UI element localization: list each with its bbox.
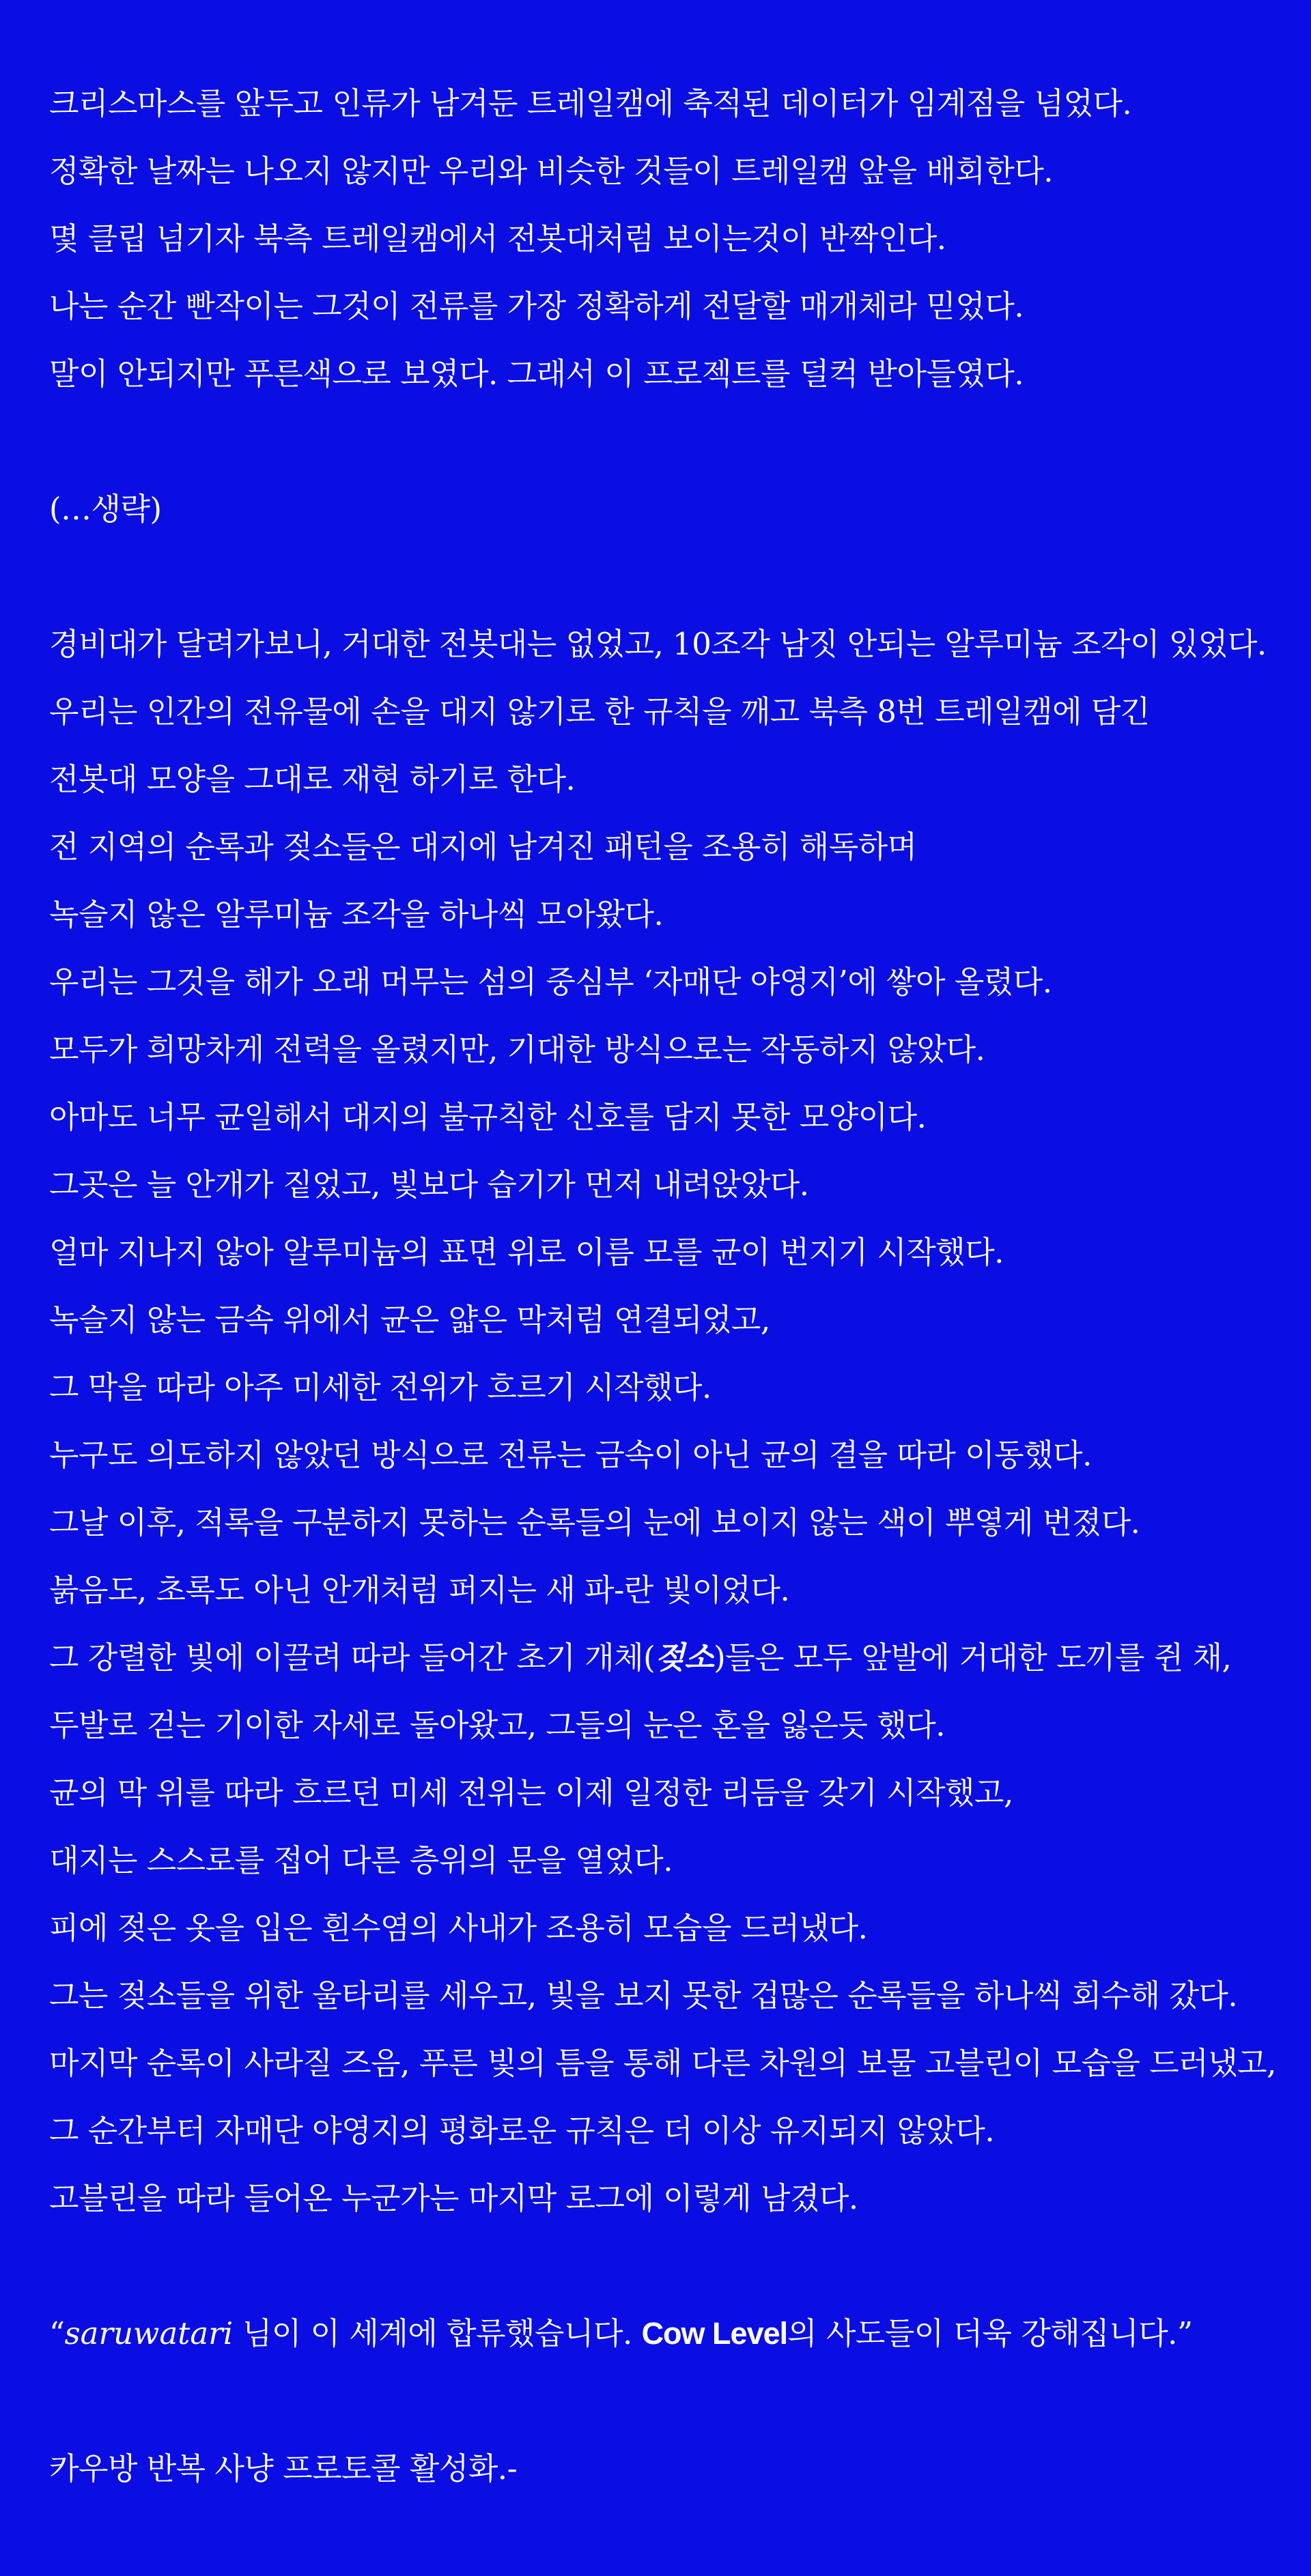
ellipsis-note: (…생략) [49, 491, 162, 527]
text-segment: 그 강렬한 빛에 이끌려 따라 들어간 초기 개체( [49, 1640, 656, 1676]
text-line: 아마도 너무 균일해서 대지의 불규칙한 신호를 담지 못한 모양이다. [49, 1099, 927, 1135]
story-paragraph [49, 610, 1278, 2232]
text-line: 대지는 스스로를 접어 다른 층위의 문을 열었다. [49, 1842, 673, 1878]
log-quote [49, 2300, 1278, 2367]
username: saruwatari [64, 2315, 234, 2351]
brand-name: Cow Level [641, 2316, 788, 2351]
text-line: 얼마 지나지 않아 알루미늄의 표면 위로 이름 모를 균이 번지기 시작했다. [49, 1234, 1004, 1270]
quote-open-mark: “ [49, 2315, 65, 2351]
quote-text: 님이 이 세계에 합류했습니다. [233, 2315, 642, 2351]
text-line: 몇 클립 넘기자 북측 트레일캠에서 전봇대처럼 보이는것이 반짝인다. [49, 220, 946, 257]
spacer [49, 2367, 1278, 2435]
text-line: 그는 젖소들을 위한 울타리를 세우고, 빛을 보지 못한 겁많은 순록들을 하나씩 회수해 갔다. [49, 1977, 1238, 2014]
text-line: 붉음도, 초록도 아닌 안개처럼 퍼지는 새 파-란 빛이었다. [49, 1572, 790, 1608]
text-line: 두발로 걷는 기이한 자세로 돌아왔고, 그들의 눈은 혼을 잃은듯 했다. [49, 1707, 946, 1743]
text-line: 고블린을 따라 들어온 누군가는 마지막 로그에 이렇게 남겼다. [49, 2180, 858, 2216]
spacer [49, 407, 1278, 475]
text-line: 마지막 순록이 사라질 즈음, 푸른 빛의 틈을 통해 다른 차원의 보물 고블린이 모습을 드러냈고, [49, 2045, 1276, 2081]
text-line: 녹슬지 않는 금속 위에서 균은 얇은 막처럼 연결되었고, [49, 1302, 770, 1338]
text-line: 전 지역의 순록과 젖소들은 대지에 남겨진 패턴을 조용히 해독하며 [49, 829, 917, 865]
emphasis-word: 젖소 [655, 1640, 714, 1675]
text-segment: )들은 모두 앞발에 거대한 도끼를 쥔 채, [714, 1640, 1232, 1676]
text-line: 그날 이후, 적록을 구분하지 못하는 순록들의 눈에 보이지 않는 색이 뿌옇게 번졌다. [49, 1504, 1140, 1541]
quote-text: 의 사도들이 더욱 강해집니다.” [787, 2315, 1193, 2351]
text-line: 균의 막 위를 따라 흐르던 미세 전위는 이제 일정한 리듬을 갖기 시작했고, [49, 1775, 1013, 1811]
spacer [49, 2232, 1278, 2300]
text-line: 정확한 날짜는 나오지 않지만 우리와 비슷한 것들이 트레일캠 앞을 배회한다. [49, 153, 1054, 189]
text-line: 우리는 그것을 해가 오래 머무는 섬의 중심부 ‘자매단 야영지’에 쌓아 올렸다. [49, 964, 1052, 1000]
text-line: 모두가 희망차게 전력을 올렸지만, 기대한 방식으로는 작동하지 않았다. [49, 1031, 985, 1068]
intro-paragraph [49, 70, 1278, 407]
text-line: 피에 젖은 옷을 입은 흰수염의 사내가 조용히 모습을 드러냈다. [49, 1910, 868, 1946]
text-line: 우리는 인간의 전유물에 손을 대지 않기로 한 규칙을 깨고 북측 8번 트레일캠에 담긴 [49, 693, 1150, 730]
text-line: 녹슬지 않은 알루미늄 조각을 하나씩 모아왔다. [49, 896, 664, 932]
text-line: 말이 안되지만 푸른색으로 보였다. 그래서 이 프로젝트를 덜컥 받아들였다. [49, 356, 1024, 392]
text-line: 그곳은 늘 안개가 짙었고, 빛보다 습기가 먼저 내려앉았다. [49, 1167, 809, 1203]
document-body [49, 70, 1278, 2502]
text-line-with-emphasis [49, 1624, 1278, 1691]
text-line: 그 순간부터 자매단 야영지의 평화로운 규칙은 더 이상 유지되지 않았다. [49, 2113, 995, 2149]
text-line: 크리스마스를 앞두고 인류가 남겨둔 트레일캠에 축적된 데이터가 임계점을 넘었다. [49, 85, 1132, 121]
text-line: 전봇대 모양을 그대로 재현 하기로 한다. [49, 761, 576, 797]
spacer [49, 543, 1278, 610]
text-line: 그 막을 따라 아주 미세한 전위가 흐르기 시작했다. [49, 1369, 711, 1405]
closing-line: 카우방 반복 사냥 프로토콜 활성화.- [49, 2450, 518, 2487]
text-line: 누구도 의도하지 않았던 방식으로 전류는 금속이 아닌 균의 결을 따라 이동했다. [49, 1437, 1092, 1473]
text-line: 경비대가 달려가보니, 거대한 전봇대는 없었고, 10조각 남짓 안되는 알루미늄 조각이 있었다. [49, 626, 1267, 662]
text-line: 나는 순간 빤작이는 그것이 전류를 가장 정확하게 전달할 매개체라 믿었다. [49, 288, 1024, 324]
